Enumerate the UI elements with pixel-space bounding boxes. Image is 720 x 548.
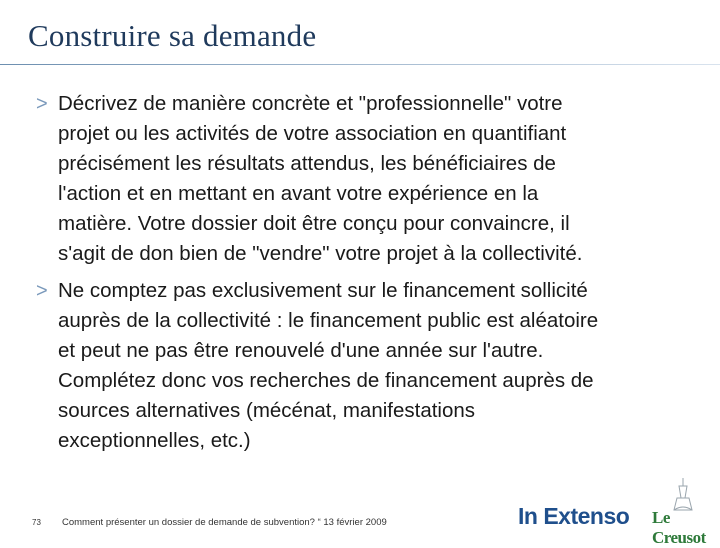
bullet-line: Complétez donc vos recherches de financement auprès de xyxy=(58,369,594,392)
bullet-line: Décrivez de manière concrète et "professionnelle" votre xyxy=(58,92,563,115)
bullet-marker: > xyxy=(36,280,48,302)
in-extenso-logo: In Extenso xyxy=(518,503,630,529)
bullet-line: et peut ne pas être renouvelé d'une année sur l'autre. xyxy=(58,339,544,362)
bullet-line: auprès de la collectivité : le financement public est aléatoire xyxy=(58,309,599,332)
footer-caption: Comment présenter un dossier de demande de subvention? “ 13 février 2009 xyxy=(62,517,387,528)
bullet-text xyxy=(58,276,696,456)
page-number: 73 xyxy=(32,518,41,527)
bullet-item xyxy=(36,89,696,269)
bullet-line: l'action et en mettant en avant votre expérience en la xyxy=(58,182,539,205)
bullet-line: exceptionnelles, etc.) xyxy=(58,429,251,452)
slide-title: Construire sa demande xyxy=(28,18,317,53)
bullet-marker: > xyxy=(36,93,48,115)
bullet-item xyxy=(36,276,696,456)
title-divider xyxy=(0,64,720,65)
bullet-line: projet ou les activités de votre association en quantifiant xyxy=(58,122,567,145)
bullet-line: s'agit de don bien de "vendre" votre projet à la collectivité. xyxy=(58,242,583,265)
bullet-line: Ne comptez pas exclusivement sur le financement sollicité xyxy=(58,279,588,302)
bullet-line: sources alternatives (mécénat, manifestations xyxy=(58,399,476,422)
bullet-line: précisément les résultats attendus, les bénéficiaires de xyxy=(58,152,556,175)
bullet-text xyxy=(58,89,696,269)
le-creusot-logo: Le Creusot xyxy=(652,508,706,547)
bullet-line: matière. Votre dossier doit être conçu pour convaincre, il xyxy=(58,212,570,235)
